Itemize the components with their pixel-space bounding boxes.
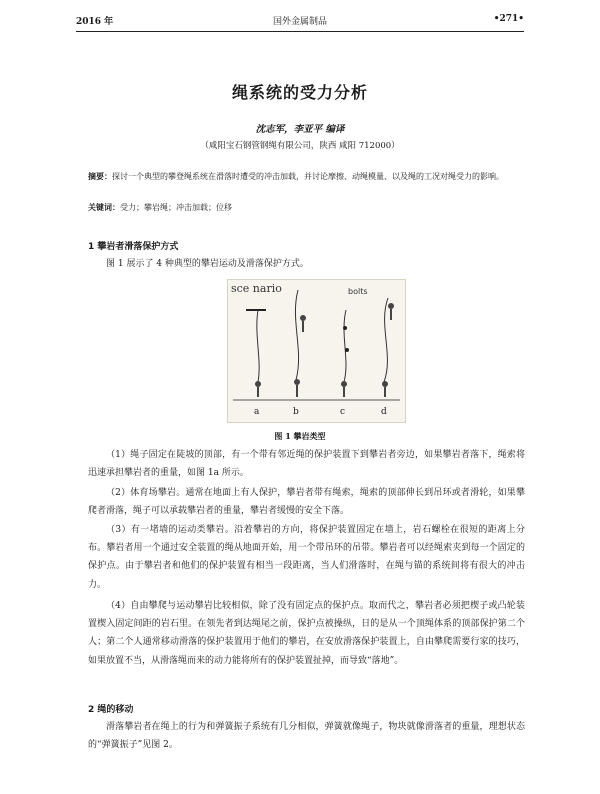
article-authors: 沈志军，李亚平 编译 (255, 124, 345, 135)
climber-a-head (255, 381, 261, 387)
rope-d (384, 298, 388, 382)
figure-label-bolts: bolts (348, 287, 368, 296)
running-header (76, 10, 524, 28)
abstract-label: 摘要： (88, 171, 112, 181)
header-rule (76, 31, 524, 32)
paragraph-3: （3）有一堵墙的运动类攀岩。沿着攀岩的方向，将保护装置固定在墙上，岩石螺栓在很短的距离上分布。攀岩者用一个通过安全装置的绳从地面开始，用一个带吊环的吊带。攀岩者可以经绳索夹到每一个固定的保护点。由于攀岩者和他们的保护装置有相当一段距离，当人们滑落时，在绳与锚的系统间将有很大的冲击力。 (88, 525, 525, 590)
bolt-c-2 (345, 348, 349, 352)
figure-label-scenario: sce nario (231, 282, 282, 295)
figure-label-c: c (340, 407, 346, 417)
abstract (88, 168, 518, 185)
paragraph-4: （4）自由攀爬与运动攀岩比较相似，除了没有固定点的保护点。取而代之，攀岩者必须把楔子或凸轮装置楔入固定间距的岩石里。在领先者到达绳尾之前，保护点被操纵，日的是从一个顶绳体系的顶部保护第二个人；第二个人通常移动滑落的保护装置用于他们的攀岩，在安放滑落保护装置上，自由攀爬需要行家的技巧，如果放置不当，从滑落绳而来的动力能将所有的保护装置扯掉，而导致“落地”。 (88, 601, 525, 666)
paragraph-1: （1）绳子固定在陡坡的顶部，有一个带有邻近绳的保护装置下到攀岩者旁边，如果攀岩者落下，绳索将迅速承担攀岩者的重量，如图 1a 所示。 (88, 450, 525, 479)
bolt-c-1 (343, 326, 347, 330)
keywords-label: 关键词： (88, 202, 120, 212)
figure-label-d: d (381, 407, 387, 417)
paragraph-2: （2）体育场攀岩。通常在地面上有人保护，攀岩者带有绳索，绳索的顶部伸长到吊环或者滑轮，如果攀爬者滑落，绳子可以承载攀岩者的重量，攀岩者缓慢的安全下落。 (88, 488, 525, 517)
section-2-heading: 2 绳的移动 (88, 705, 134, 715)
header-page-number: •271• (493, 14, 524, 24)
rope-c (344, 310, 346, 382)
figure-label-b: b (293, 407, 299, 417)
rope-a (257, 310, 259, 382)
climber-c-head (341, 381, 347, 387)
section-1-intro: 图 1 展示了 4 种典型的攀岩运动及滑落保护方式。 (106, 259, 309, 269)
figure-climbing-types (227, 279, 406, 423)
climbing-illustration (228, 280, 405, 422)
keywords (88, 202, 518, 213)
rope-b (295, 290, 298, 380)
climber-b-head (294, 379, 300, 385)
figure-caption: 图 1 攀岩类型 (274, 431, 326, 441)
keywords-text: 受力；攀岩绳；冲击加载；位移 (120, 203, 232, 212)
figure-label-a: a (254, 407, 260, 417)
header-journal: 国外金属制品 (272, 17, 327, 27)
header-year: 2016 年 (76, 17, 114, 27)
climber-d-top-head (388, 303, 394, 309)
article-title: 绳系统的受力分析 (231, 83, 368, 102)
climber-b-top-head (300, 315, 306, 321)
climber-d-head (382, 381, 388, 387)
section-2-paragraph: 滑落攀岩者在绳上的行为和弹簧振子系统有几分相似，弹簧就像绳子，物块就像滑落者的重量，理想状态的“弹簧振子”见图 2。 (88, 722, 525, 751)
section-1-heading: 1 攀岩者滑落保护方式 (88, 242, 179, 252)
abstract-text: 探讨一个典型的攀登绳系统在滑落时遭受的冲击加载，并讨论摩擦、动绳模量、以及绳的工况对绳受力的影响。 (112, 172, 504, 181)
article-affiliation: （咸阳宝石钢管钢绳有限公司，陕西 咸阳 712000） (200, 141, 400, 151)
